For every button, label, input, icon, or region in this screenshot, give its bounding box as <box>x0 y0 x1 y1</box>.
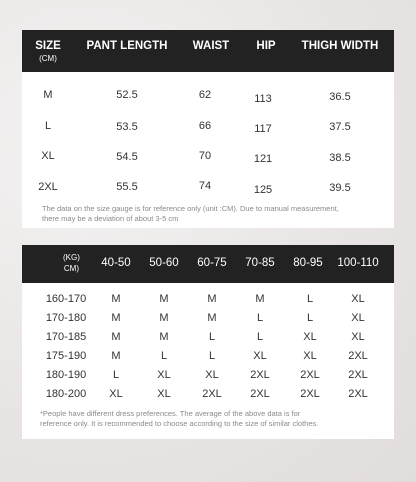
size-recommendation-cell: 2XL <box>202 388 222 400</box>
hip-cell: 125 <box>253 184 273 196</box>
size-recommendation-cell: 2XL <box>250 369 270 381</box>
size-recommendation-cell: M <box>111 312 121 324</box>
size-recommendation-cell: M <box>207 293 217 305</box>
height-cell: 160-170 <box>45 293 87 305</box>
size-recommendation-cell: M <box>159 331 169 343</box>
header-hip: HIP <box>256 40 276 52</box>
weight-column-header: 60-75 <box>197 257 227 269</box>
size-recommendation-cell: M <box>255 293 265 305</box>
size-recommendation-cell: XL <box>157 388 171 400</box>
weight-column-header: 40-50 <box>101 257 131 269</box>
pant-length-cell: 54.5 <box>116 151 138 163</box>
pant-length-cell: 55.5 <box>116 181 138 193</box>
size-table-note-line2: there may be a deviation of about 3-5 cm <box>42 214 179 223</box>
thigh-width-cell: 37.5 <box>329 121 351 133</box>
size-recommendation-cell: M <box>159 312 169 324</box>
size-recommendation-cell: 2XL <box>250 388 270 400</box>
size-cell: XL <box>41 150 55 162</box>
size-recommendation-cell: L <box>112 369 120 381</box>
size-recommendation-cell: XL <box>351 312 365 324</box>
size-recommendation-cell: L <box>306 312 314 324</box>
size-recommendation-cell: XL <box>205 369 219 381</box>
size-recommendation-cell: 2XL <box>348 369 368 381</box>
height-cell: 180-190 <box>45 369 87 381</box>
header-waist: WAIST <box>192 40 230 52</box>
weight-column-header: 80-95 <box>293 257 323 269</box>
size-recommendation-cell: 2XL <box>348 388 368 400</box>
size-recommendation-cell: M <box>111 350 121 362</box>
hip-cell: 121 <box>253 153 273 165</box>
pant-length-cell: 52.5 <box>116 89 138 101</box>
recommendation-table-card <box>22 245 394 439</box>
size-recommendation-cell: XL <box>253 350 267 362</box>
size-table-note <box>42 204 339 224</box>
height-cell: 170-185 <box>45 331 87 343</box>
recommendation-table-header <box>22 245 394 283</box>
header-thigh-width: THIGH WIDTH <box>301 40 379 52</box>
height-cell: 175-190 <box>45 350 87 362</box>
corner-label-height: CM) <box>63 264 79 273</box>
hip-cell: 113 <box>254 93 272 105</box>
size-recommendation-cell: L <box>160 350 168 362</box>
thigh-width-cell: 38.5 <box>329 152 351 164</box>
size-recommendation-cell: XL <box>109 388 123 400</box>
recommendation-note <box>40 409 318 429</box>
corner-label-weight: (KG) <box>63 253 80 262</box>
size-recommendation-cell: M <box>159 293 169 305</box>
size-table-note-line1: The data on the size gauge is for reference only (unit :CM). Due to manual measurement, <box>42 204 339 213</box>
waist-cell: 74 <box>198 180 212 192</box>
size-recommendation-cell: M <box>207 312 217 324</box>
header-size-unit: (CM) <box>39 54 57 63</box>
header-size: SIZE <box>35 40 61 52</box>
size-cell: M <box>43 89 53 101</box>
recommendation-note-line1: *People have different dress preferences. The average of the above data is for <box>40 409 301 418</box>
size-cell: 2XL <box>38 181 58 193</box>
weight-column-header: 100-110 <box>337 257 379 269</box>
size-recommendation-cell: M <box>111 331 121 343</box>
waist-cell: 66 <box>198 120 212 132</box>
size-recommendation-cell: L <box>256 331 264 343</box>
size-table-header <box>22 30 394 72</box>
size-table-card <box>22 30 394 228</box>
thigh-width-cell: 39.5 <box>329 182 351 194</box>
size-recommendation-cell: XL <box>303 350 317 362</box>
size-recommendation-cell: XL <box>351 331 365 343</box>
weight-column-header: 70-85 <box>245 257 275 269</box>
height-cell: 170-180 <box>45 312 87 324</box>
size-recommendation-cell: XL <box>351 293 365 305</box>
size-recommendation-cell: L <box>208 331 216 343</box>
pant-length-cell: 53.5 <box>116 121 138 133</box>
size-cell: L <box>44 120 52 132</box>
recommendation-note-line2: reference only. It is recommended to choose according to the size of similar clothes. <box>40 419 319 428</box>
size-recommendation-cell: 2XL <box>300 388 320 400</box>
size-recommendation-cell: XL <box>157 369 171 381</box>
size-recommendation-cell: M <box>111 293 121 305</box>
header-pant-length: PANT LENGTH <box>86 40 168 52</box>
height-cell: 180-200 <box>45 388 87 400</box>
size-recommendation-cell: XL <box>303 331 317 343</box>
size-recommendation-cell: 2XL <box>300 369 320 381</box>
size-recommendation-cell: L <box>306 293 314 305</box>
waist-cell: 70 <box>198 150 212 162</box>
size-recommendation-cell: L <box>256 312 264 324</box>
corner-label <box>63 252 80 274</box>
waist-cell: 62 <box>198 89 212 101</box>
weight-column-header: 50-60 <box>149 257 179 269</box>
hip-cell: 117 <box>254 123 272 135</box>
thigh-width-cell: 36.5 <box>329 91 351 103</box>
size-recommendation-cell: 2XL <box>348 350 368 362</box>
size-recommendation-cell: L <box>208 350 216 362</box>
